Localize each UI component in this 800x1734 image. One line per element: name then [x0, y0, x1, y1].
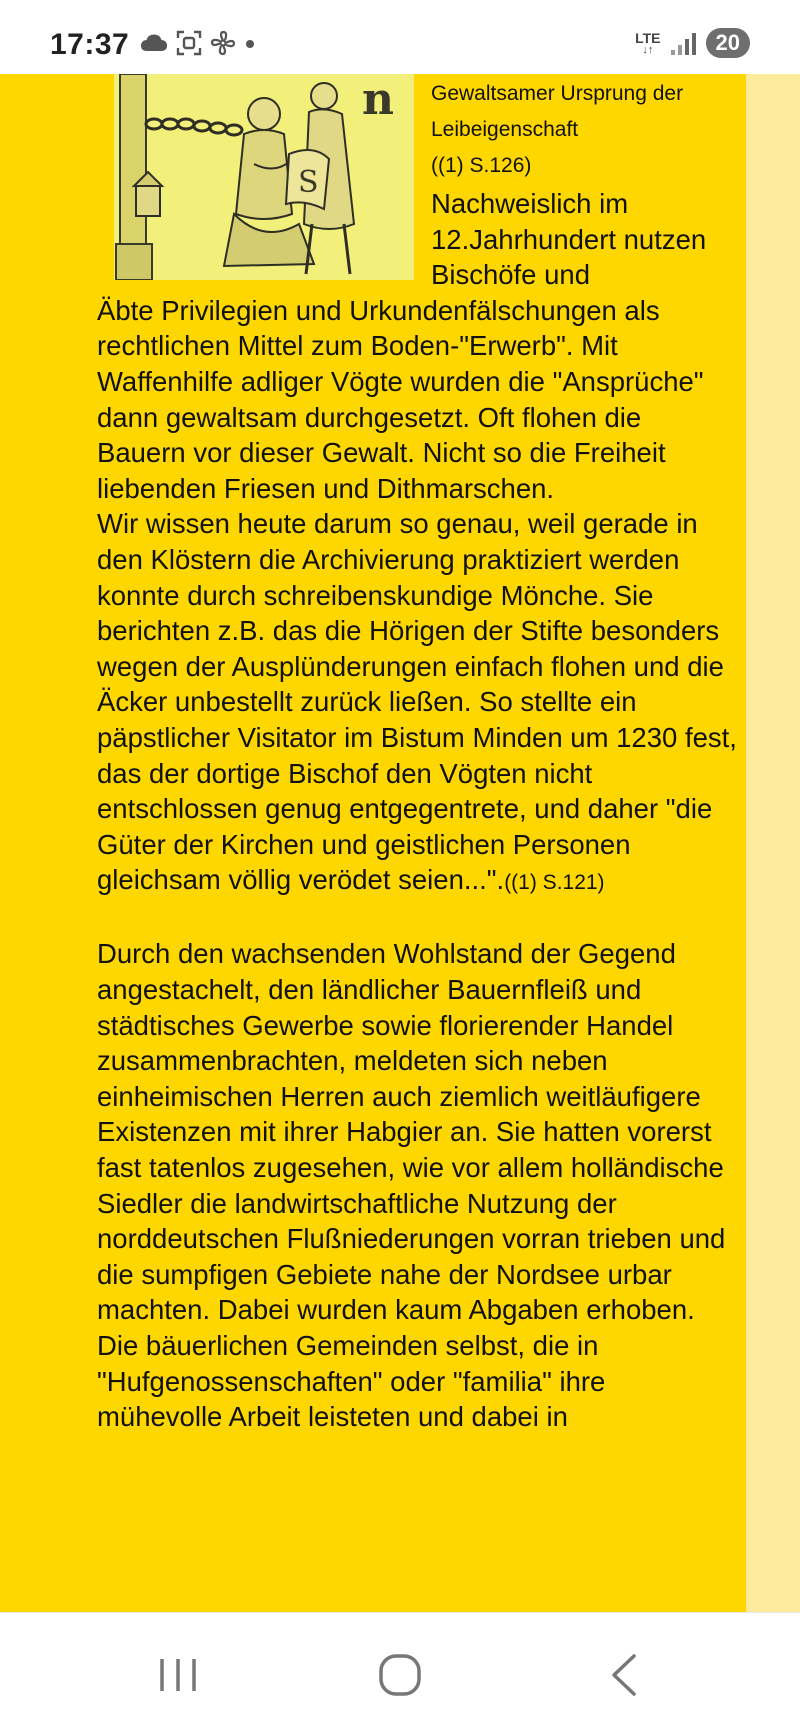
right-margin	[746, 74, 800, 1612]
status-time: 17:37	[50, 28, 130, 61]
paragraph-2	[97, 506, 737, 901]
paragraph-1: Äbte Privilegien und Urkundenfälschungen als rechtlichen Mittel zum Boden-"Erwerb". Mit Waffenhilfe adliger Vögte wurden die "Ansprüche" dann gewaltsam durchgesetzt. Oft flohen die Bauern vor dieser Gewalt. Nicht so die Freiheit liebenden Friesen und Dithmarschen.	[97, 294, 704, 504]
back-button[interactable]	[596, 1653, 656, 1697]
screenshot-icon	[176, 30, 202, 61]
recent-apps-icon	[148, 1653, 208, 1697]
status-bar	[0, 0, 800, 74]
paragraph-2-text: Wir wissen heute darum so genau, weil gerade in den Klöstern die Archivierung praktiziert werden konnte durch schreibenskundige Mönche. Sie berichten z.B. das die Hörigen der Stifte besonders wegen der Ausplünderungen einfach flohen und die Äcker unbestellt zurück ließen. So stellte ein päpstlicher Visitator im Bistum Minden um 1230 fest, das der dortige Bischof den Vögten nicht entschlossen genug entgegentrete, und daher "die Güter der Kirchen und geistlichen Personen gleichsam völlig verödet seien...".	[97, 508, 737, 896]
home-icon	[370, 1653, 430, 1697]
cloud-icon	[140, 33, 168, 58]
dot-icon	[244, 37, 256, 55]
caption-reference: ((1) S.126)	[431, 154, 532, 177]
paragraph-3: Durch den wachsenden Wohlstand der Gegend angestachelt, den ländlicher Bauernfleiß und städtisches Gewerbe sowie florierender Handel zusammenbrachten, meldeten sich neben einheimischen Herren auch ziemlich weitläufigere Existenzen mit ihrer Habgier an. Sie hatten vorerst fast tatenlos zugesehen, wie vor allem holländische Siedler die landwirtschaftliche Nutzung der norddeutschen Flußniederungen vorran trieben und die sumpfigen Gebiete nahe der Nordsee urbar machten. Dabei wurden kaum Abgaben erhoben. Die bäuerlichen Gemeinden selbst, die in "Hufgenossenschaften" oder "familia" ihre mühevolle Arbeit leisteten und dabei in	[97, 938, 726, 1433]
image-caption	[431, 76, 731, 184]
network-type: LTE ↓↑	[635, 30, 661, 56]
svg-text:S: S	[298, 165, 319, 200]
caption-title: Gewaltsamer Ursprung der Leibeigenschaft	[431, 82, 684, 141]
left-margin	[0, 74, 76, 1612]
recent-apps-button[interactable]	[148, 1653, 208, 1697]
battery-indicator: 20	[706, 28, 750, 58]
svg-text:n: n	[362, 74, 394, 125]
paragraph-2-reference: ((1) S.121)	[504, 871, 605, 895]
article-text	[97, 186, 737, 1435]
home-button[interactable]	[370, 1653, 430, 1697]
paragraph-1-lead: Nachweislich im 12.Jahrhundert nutzen Bischöfe und	[431, 188, 707, 291]
back-icon	[596, 1653, 656, 1697]
signal-icon	[671, 31, 696, 55]
fan-icon	[210, 30, 236, 61]
content-column	[76, 74, 746, 1612]
web-page-viewport[interactable]	[0, 74, 800, 1612]
paragraph-gap	[97, 901, 737, 937]
notification-icons	[140, 30, 256, 61]
navigation-bar	[0, 1612, 800, 1734]
system-indicators	[635, 28, 750, 58]
